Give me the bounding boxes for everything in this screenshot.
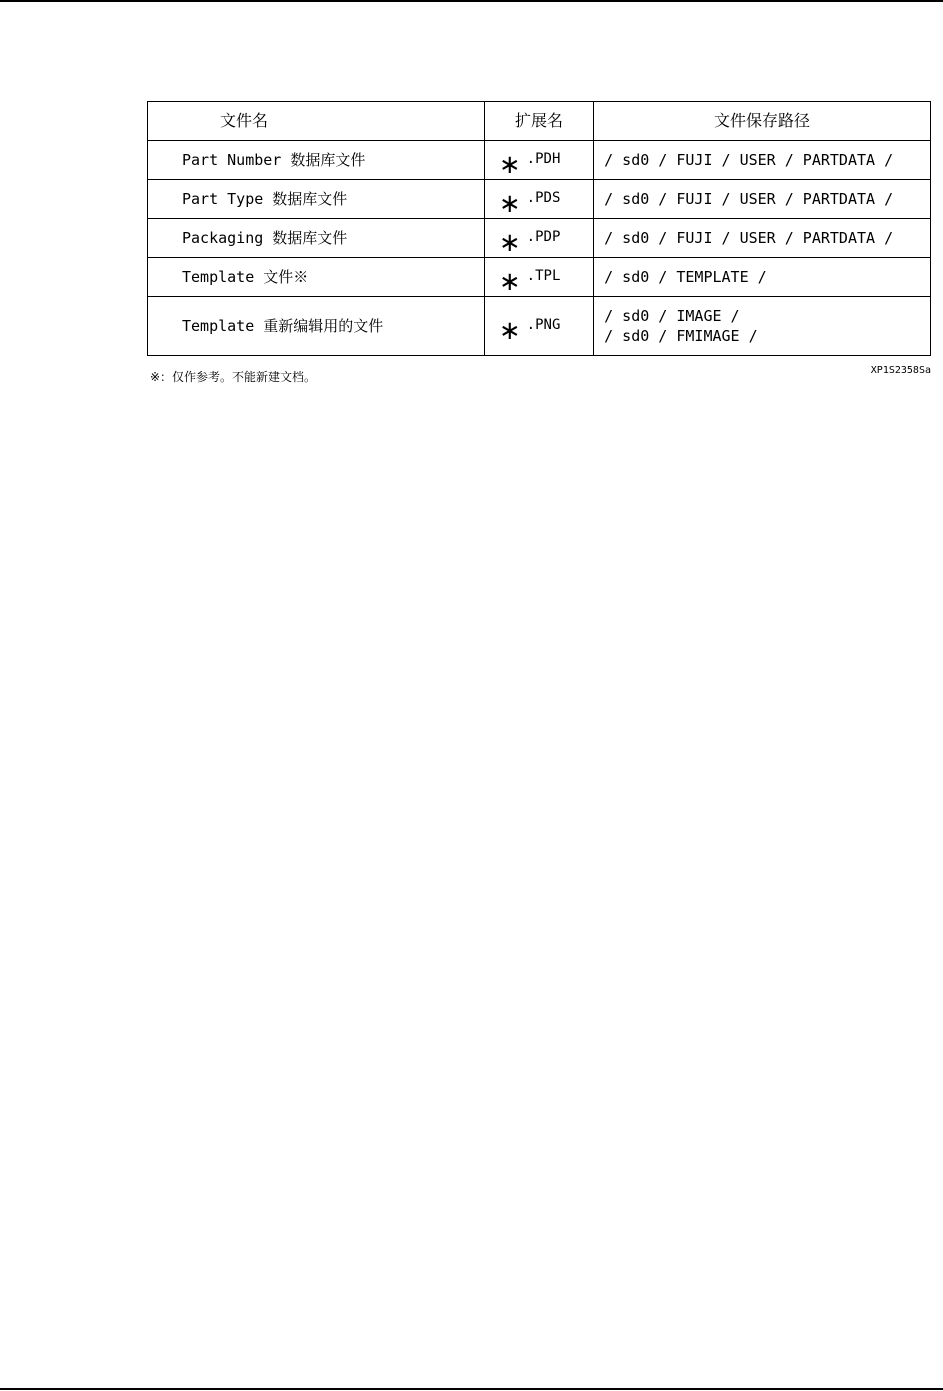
footnote: ※：仅作参考。不能新建文档。 <box>150 370 317 384</box>
extension-text: .PDS <box>526 190 561 206</box>
extension-text: .PDH <box>526 151 561 167</box>
asterisk-icon: ∗ <box>498 228 521 258</box>
header-extension: 扩展名 <box>484 102 593 141</box>
save-path-line: / sd0 / FMIMAGE / <box>604 327 758 345</box>
file-table <box>147 101 931 356</box>
table-row <box>148 141 931 180</box>
top-rule <box>0 0 943 2</box>
table-row <box>148 258 931 297</box>
file-name-cell: Template 重新编辑用的文件 <box>148 297 485 356</box>
file-name-cell: Packaging 数据库文件 <box>148 219 485 258</box>
extension-text: .PNG <box>526 317 561 333</box>
extension-cell <box>484 141 593 180</box>
header-save-path: 文件保存路径 <box>594 102 931 141</box>
save-path-line: / sd0 / IMAGE / <box>604 307 740 325</box>
file-name-cell: Part Number 数据库文件 <box>148 141 485 180</box>
asterisk-icon: ∗ <box>498 267 521 297</box>
save-path-cell: / sd0 / TEMPLATE / <box>594 258 931 297</box>
table-header-row <box>148 102 931 141</box>
table-row <box>148 219 931 258</box>
file-name-cell: Part Type 数据库文件 <box>148 180 485 219</box>
extension-cell <box>484 219 593 258</box>
extension-cell <box>484 297 593 356</box>
asterisk-icon: ∗ <box>498 316 521 346</box>
table-row <box>148 180 931 219</box>
header-file-name: 文件名 <box>148 102 485 141</box>
file-name-cell: Template 文件※ <box>148 258 485 297</box>
figure-id: XP1S2358Sa <box>870 365 931 376</box>
asterisk-icon: ∗ <box>498 150 521 180</box>
save-path-cell: / sd0 / FUJI / USER / PARTDATA / <box>594 219 931 258</box>
extension-text: .PDP <box>526 229 561 245</box>
extension-cell <box>484 180 593 219</box>
table-row <box>148 297 931 356</box>
save-path-cell: / sd0 / FUJI / USER / PARTDATA / <box>594 180 931 219</box>
bottom-rule <box>0 1388 943 1390</box>
save-path-cell <box>594 297 931 356</box>
extension-text: .TPL <box>526 268 561 284</box>
extension-cell <box>484 258 593 297</box>
save-path-cell: / sd0 / FUJI / USER / PARTDATA / <box>594 141 931 180</box>
asterisk-icon: ∗ <box>498 189 521 219</box>
